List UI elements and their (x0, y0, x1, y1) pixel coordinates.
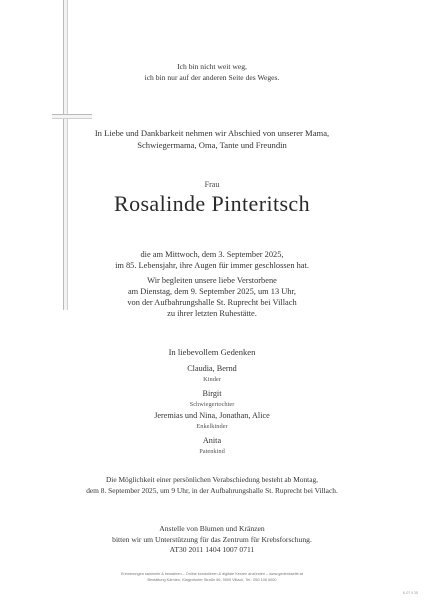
mourner-group (0, 436, 424, 457)
mourner-group (0, 411, 424, 432)
memory-heading: In liebevollem Gedenken (168, 347, 256, 357)
death-notice-line: im 85. Lebensjahr, ihre Augen für immer geschlossen hat. (115, 261, 309, 270)
donation-line: bitten wir um Unterstützung für das Zentrum für Krebsforschung. (112, 534, 312, 544)
donation-line: Anstelle von Blumen und Kränzen (159, 524, 265, 533)
intro-line: In Liebe und Dankbarkeit nehmen wir Abschied von unserer Mama, (94, 128, 330, 138)
mourner-relation: Enkelkinder (196, 423, 228, 430)
funeral-notice-line: Wir begleiten unsere liebe Verstorbene (147, 276, 277, 285)
mourner-group (0, 364, 424, 385)
footer-line: Erinnerungen sammeln & bewahren – Online kondolieren & digitale Kerzen anzünden – www.gedenkseite.at (121, 572, 303, 576)
mourner-relation: Patenkind (199, 448, 225, 455)
death-notice (0, 249, 424, 271)
mourner-relation: Kinder (203, 376, 221, 383)
mourner-names: Birgit (202, 389, 222, 398)
footer-line: Bestattung Kärnten, Klagenfurter Straße 66, 9500 Villach, Tel.: 050 106 6000 (147, 578, 277, 582)
intro-text (0, 127, 424, 151)
motto-line: Ich bin nicht weit weg, (177, 62, 247, 71)
donation-iban: AT30 2011 1404 1007 0711 (169, 545, 255, 554)
document-code: K-07 9 25 (402, 591, 418, 595)
footer (0, 571, 424, 583)
funeral-notice-line: zu ihrer letzten Ruhestätte. (167, 309, 257, 318)
cross-crossbar (52, 114, 92, 119)
mourner-names: Anita (202, 436, 222, 445)
mourner-relation: Schwiegertochter (189, 401, 235, 408)
death-notice-line: die am Mittwoch, dem 3. September 2025, (140, 250, 284, 259)
farewell-line: Die Möglichkeit einer persönlichen Verabschiedung besteht ab Montag, (105, 475, 319, 484)
farewell-line: dem 8. September 2025, um 9 Uhr, in der Aufbahrungshalle St. Ruprecht bei Villach. (86, 485, 338, 495)
mourner-names: Claudia, Bernd (187, 364, 237, 373)
mourner-group (0, 389, 424, 410)
mourner-names: Jeremias und Nina, Jonathan, Alice (154, 411, 270, 420)
farewell-notice (0, 475, 424, 496)
donation-notice (0, 524, 424, 556)
deceased-name: Rosalinde Pinteritsch (114, 191, 310, 216)
motto (0, 62, 424, 83)
intro-line: Schwiegermama, Oma, Tante und Freundin (137, 140, 287, 150)
funeral-notice-line: von der Aufbahrungshalle St. Ruprecht bei Villach (127, 298, 297, 307)
salutation: Frau (204, 180, 220, 189)
motto-line: ich bin nur auf der anderen Seite des Weges. (144, 72, 280, 82)
funeral-notice-line: am Dienstag, dem 9. September 2025, um 13 Uhr, (127, 287, 297, 296)
funeral-notice (0, 275, 424, 319)
